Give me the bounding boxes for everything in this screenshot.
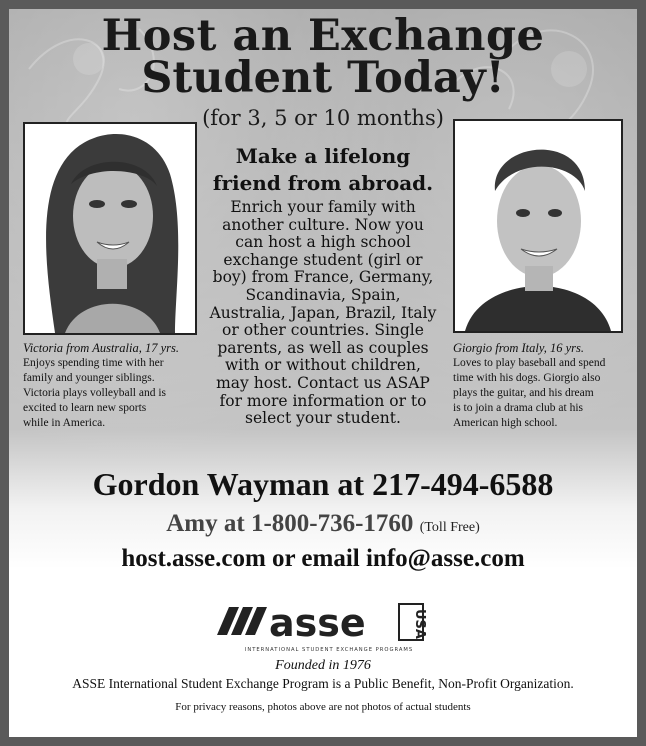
- logo-wordmark: asse: [269, 601, 366, 645]
- giorgio-caption-line: is to join a drama club at his: [453, 402, 583, 414]
- lead-text: [199, 143, 447, 197]
- body-line: Enrich your family with: [230, 198, 416, 216]
- victoria-caption-line: Victoria plays volleyball and is: [23, 387, 167, 399]
- photo-victoria: [23, 122, 197, 335]
- body-line: select your student.: [245, 409, 401, 428]
- boy-portrait-icon: [455, 121, 621, 331]
- asse-logo: [209, 599, 449, 655]
- giorgio-caption-line: American high school.: [453, 417, 558, 429]
- girl-portrait-icon: [25, 124, 195, 333]
- body-line: parents, as well as couples: [217, 338, 429, 357]
- victoria-caption-line: excited to learn new sports: [23, 402, 147, 414]
- logo-tagline: INTERNATIONAL STUDENT EXCHANGE PROGRAMS: [244, 647, 414, 653]
- body-line: may host. Contact us ASAP: [216, 373, 430, 392]
- body-line: Australia, Japan, Brazil, Italy: [209, 303, 437, 322]
- body-line: for more information or to: [219, 391, 427, 410]
- body-line: can host a high school: [235, 233, 411, 252]
- lead-line: friend from abroad.: [212, 171, 434, 195]
- toll-free-note: (Toll Free): [419, 520, 480, 535]
- org-statement: ASSE International Student Exchange Program is a Public Benefit, Non-Profit Organization.: [72, 676, 574, 691]
- body-line: with or without children,: [225, 356, 421, 375]
- contact-amy-phone[interactable]: [9, 509, 637, 543]
- giorgio-caption-line: Loves to play baseball and spend: [453, 357, 606, 369]
- body-line: Scandinavia, Spain,: [245, 285, 401, 304]
- headline-line-1: Host an Exchange: [101, 11, 545, 61]
- lead-line: Make a lifelong: [235, 144, 411, 168]
- victoria-caption-line: family and younger siblings.: [23, 372, 155, 384]
- giorgio-caption-line: plays the guitar, and his dream: [453, 387, 594, 399]
- amy-phone-text[interactable]: Amy at 1-800-736-1760: [166, 510, 414, 537]
- ad-panel: [9, 9, 637, 737]
- victoria-caption-line: while in America.: [23, 417, 106, 429]
- headline-line-2: Student Today!: [141, 53, 505, 103]
- founded-year: Founded in 1976: [275, 658, 371, 673]
- giorgio-caption-line: time with his dogs. Giorgio also: [453, 372, 601, 384]
- contact-gordon-phone[interactable]: Gordon Wayman at 217-494-6588: [92, 466, 554, 502]
- victoria-caption-name: Victoria from Australia, 17 yrs.: [23, 341, 180, 355]
- body-line: or other countries. Single: [222, 321, 424, 340]
- body-copy: [199, 199, 447, 428]
- privacy-note: For privacy reasons, photos above are not photos of actual students: [175, 701, 471, 713]
- headline-subtitle: (for 3, 5 or 10 months): [202, 106, 444, 130]
- body-line: exchange student (girl or: [223, 250, 423, 269]
- victoria-caption-line: Enjoys spending time with her: [23, 357, 164, 369]
- body-line: another culture. Now you: [222, 215, 424, 234]
- photo-giorgio: [453, 119, 623, 333]
- body-line: boy) from France, Germany,: [212, 268, 434, 287]
- contact-web-email[interactable]: host.asse.com or email info@asse.com: [121, 545, 525, 572]
- giorgio-caption-name: Giorgio from Italy, 16 yrs.: [453, 341, 585, 355]
- logo-country: USA: [412, 609, 427, 639]
